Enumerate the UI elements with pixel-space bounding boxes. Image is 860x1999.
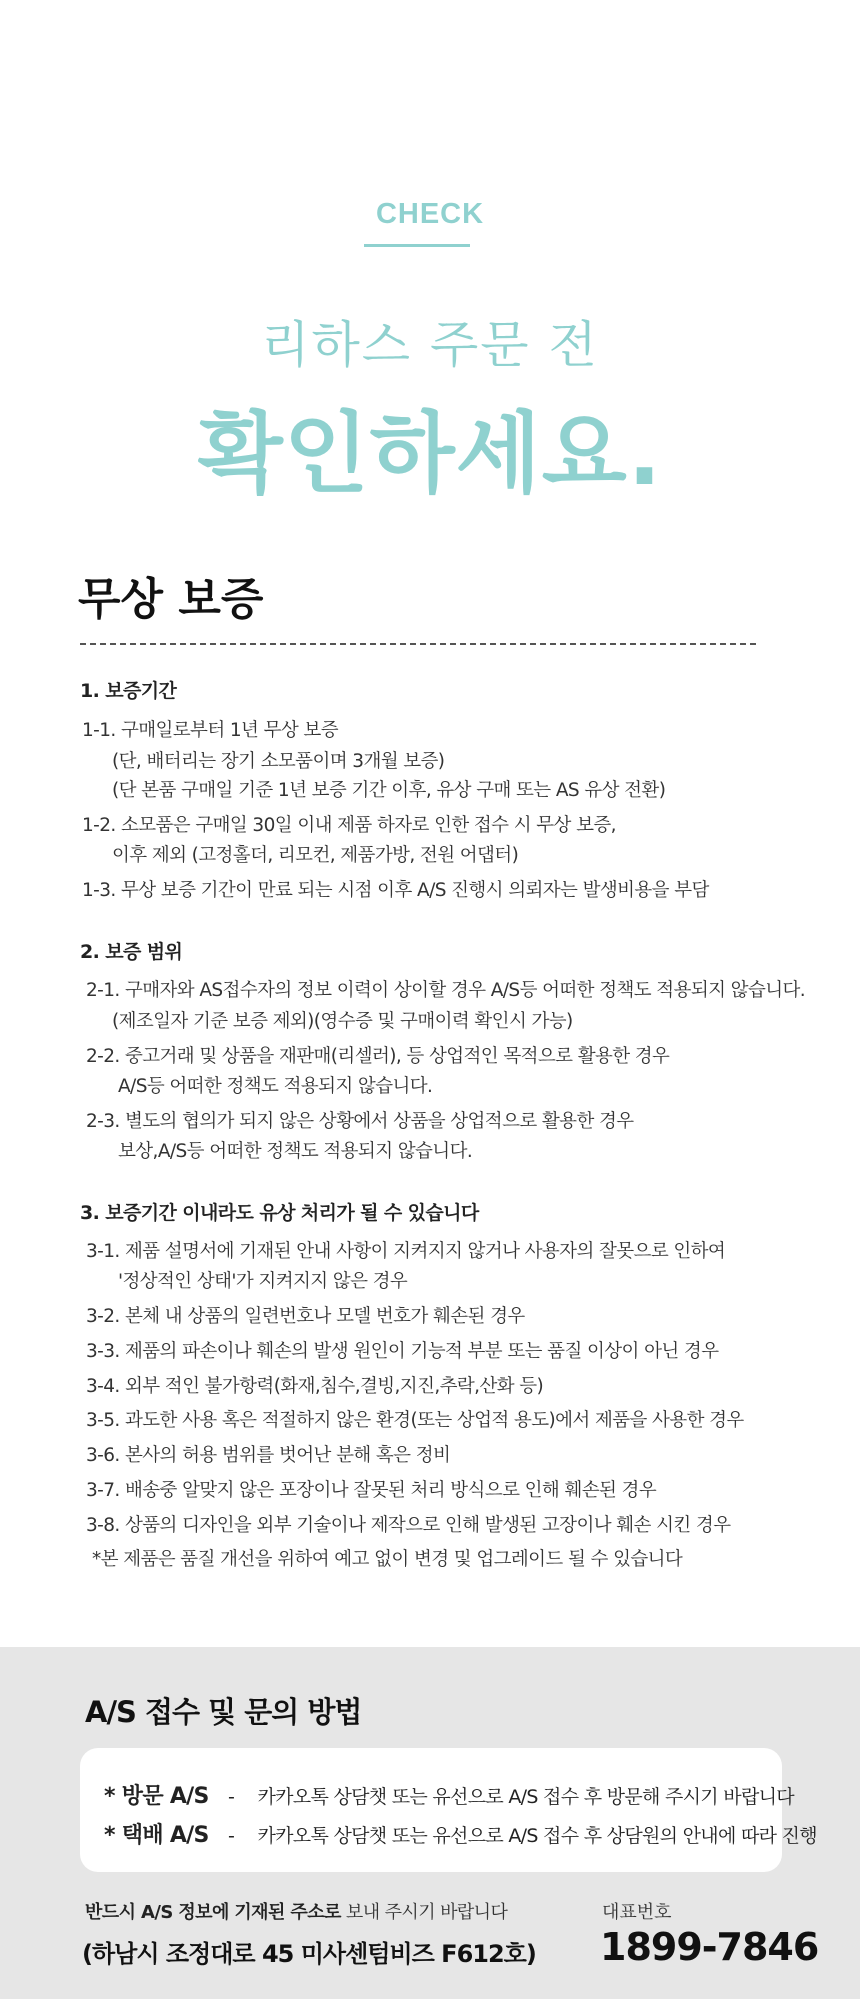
- group-title-period: 1. 보증기간: [80, 680, 177, 702]
- term-line: 2-1. 구매자와 AS접수자의 정보 이력이 상이할 경우 A/S등 어떠한 정책도 적용되지 않습니다.: [86, 980, 806, 1001]
- term-line: 3-5. 과도한 사용 혹은 적절하지 않은 환경(또는 상업적 용도)에서 제품을 사용한 경우: [86, 1410, 744, 1431]
- as-dash: -: [227, 1786, 235, 1808]
- term-line: 보상,A/S등 어떠한 정책도 적용되지 않습니다.: [118, 1141, 473, 1162]
- rep-phone-number[interactable]: 1899-7846: [600, 1925, 819, 1969]
- rep-number-label: 대표번호: [602, 1902, 672, 1923]
- term-line: 3-7. 배송중 알맞지 않은 포장이나 잘못된 처리 방식으로 인해 훼손된 경우: [86, 1480, 657, 1501]
- term-line: 3-3. 제품의 파손이나 훼손의 발생 원인이 기능적 부분 또는 품질 이상이 아닌 경우: [86, 1341, 719, 1362]
- address-note-suffix: 보내 주시기 바랍니다: [340, 1902, 508, 1923]
- term-line: 2-3. 별도의 협의가 되지 않은 상황에서 상품을 상업적으로 활용한 경우: [86, 1111, 634, 1132]
- term-line: 3-2. 본체 내 상품의 일련번호나 모델 번호가 훼손된 경우: [86, 1306, 525, 1327]
- term-line: (단, 배터리는 장기 소모품이며 3개월 보증): [112, 751, 445, 772]
- section-divider: [80, 643, 756, 645]
- return-address: (하남시 조정대로 45 미사센텀비즈 F612호): [82, 1940, 536, 1968]
- check-underline: [364, 244, 470, 247]
- term-line: 1-3. 무상 보증 기간이 만료 되는 시점 이후 A/S 진행시 의뢰자는 발생비용을 부담: [82, 880, 709, 901]
- address-note-emphasis: 반드시 A/S 정보에 기재된 주소로: [85, 1902, 341, 1923]
- as-dash: -: [227, 1825, 235, 1847]
- as-row-visit: [104, 1779, 794, 1810]
- term-line: 1-2. 소모품은 구매일 30일 이내 제품 하자로 인한 접수 시 무상 보증,: [82, 815, 616, 836]
- as-kind-label: * 방문 A/S: [104, 1784, 209, 1809]
- check-label: CHECK: [375, 198, 485, 230]
- term-line: '정상적인 상태'가 지켜지지 않은 경우: [118, 1271, 408, 1292]
- hero-subtitle: 리하스 주문 전: [261, 316, 599, 374]
- term-line: 1-1. 구매일로부터 1년 무상 보증: [82, 720, 338, 741]
- term-line: (제조일자 기준 보증 제외)(영수증 및 구매이력 확인시 가능): [112, 1011, 573, 1032]
- term-line: 3-8. 상품의 디자인을 외부 기술이나 제작으로 인해 발생된 고장이나 훼손 시킨 경우: [86, 1515, 731, 1536]
- notice-line: *본 제품은 품질 개선을 위하여 예고 없이 변경 및 업그레이드 될 수 있습니다: [92, 1549, 683, 1570]
- term-line: 3-6. 본사의 허용 범위를 벗어난 분해 혹은 정비: [86, 1445, 451, 1466]
- term-line: 이후 제외 (고정홀더, 리모컨, 제품가방, 전원 어댑터): [112, 845, 519, 866]
- as-row-delivery: [104, 1818, 817, 1849]
- as-description: 카카오톡 상담챗 또는 유선으로 A/S 접수 후 상담원의 안내에 따라 진행: [257, 1825, 817, 1847]
- group-title-paid: 3. 보증기간 이내라도 유상 처리가 될 수 있습니다: [80, 1202, 479, 1224]
- warranty-title: 무상 보증: [78, 574, 264, 625]
- term-line: 2-2. 중고거래 및 상품을 재판매(리셀러), 등 상업적인 목적으로 활용한 경우: [86, 1046, 670, 1067]
- as-kind-label: * 택배 A/S: [104, 1823, 209, 1848]
- as-methods-card: [80, 1748, 782, 1872]
- hero-title: 확인하세요.: [197, 402, 663, 505]
- group-title-scope: 2. 보증 범위: [80, 941, 183, 963]
- as-title: A/S 접수 및 문의 방법: [85, 1695, 362, 1729]
- term-line: 3-1. 제품 설명서에 기재된 안내 사항이 지켜지지 않거나 사용자의 잘못으로 인하여: [86, 1241, 726, 1262]
- term-line: 3-4. 외부 적인 불가항력(화재,침수,결빙,지진,추락,산화 등): [86, 1376, 544, 1397]
- term-line: A/S등 어떠한 정책도 적용되지 않습니다.: [118, 1076, 433, 1097]
- as-description: 카카오톡 상담챗 또는 유선으로 A/S 접수 후 방문해 주시기 바랍니다: [257, 1786, 794, 1808]
- term-line: (단 본품 구매일 기준 1년 보증 기간 이후, 유상 구매 또는 AS 유상 전환): [112, 780, 666, 801]
- address-note: [85, 1898, 507, 1924]
